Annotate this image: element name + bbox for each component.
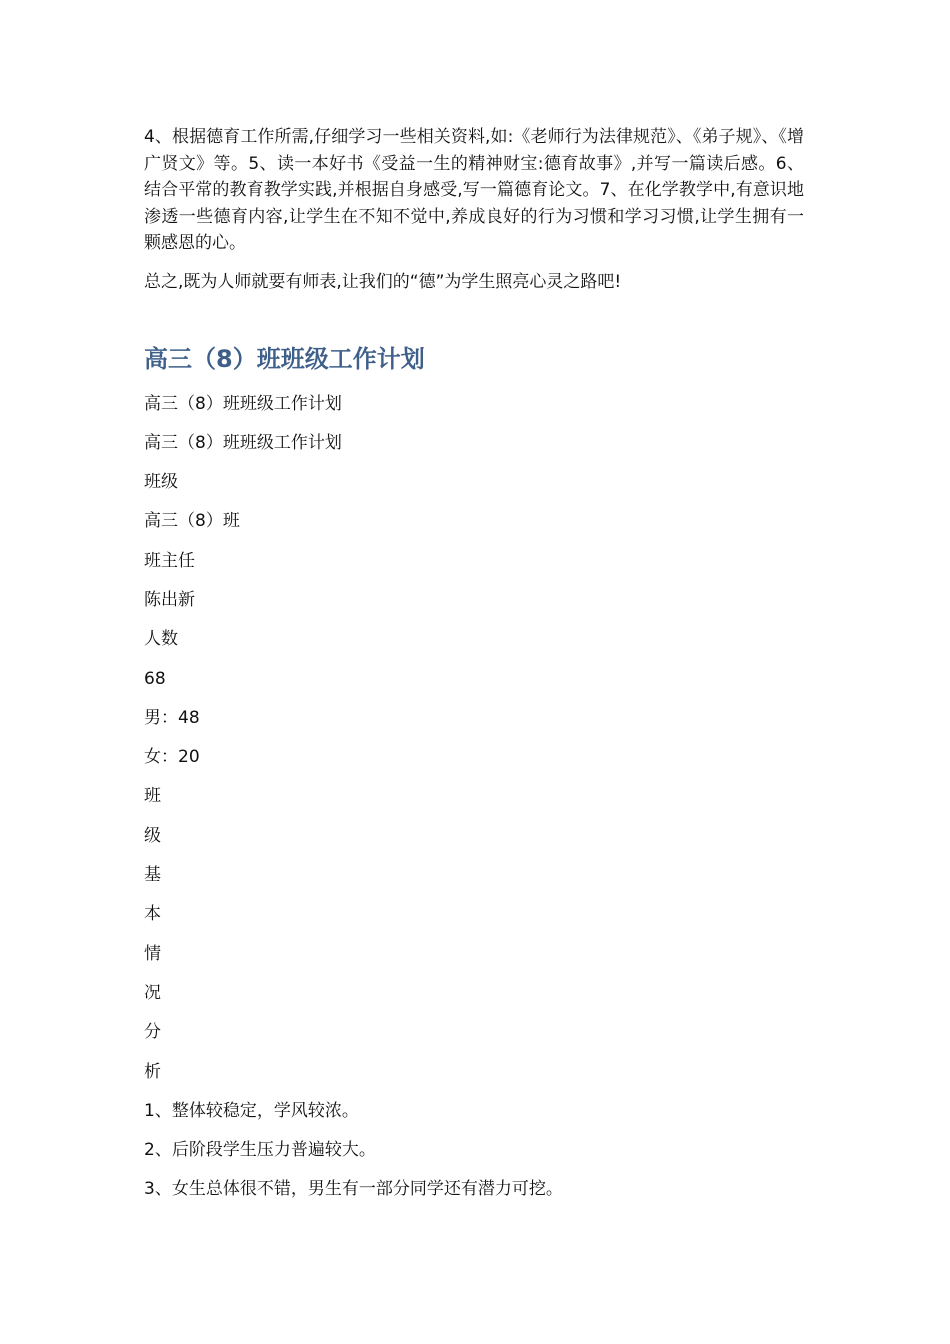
plan-line: 班级 bbox=[144, 472, 178, 493]
plan-line: 况 bbox=[144, 982, 161, 1003]
plan-line: 分 bbox=[144, 1022, 161, 1043]
plan-line: 陈出新 bbox=[144, 589, 195, 610]
plan-line: 68 bbox=[144, 668, 166, 689]
plan-line: 班 bbox=[144, 786, 161, 807]
plan-line: 基 bbox=[144, 865, 161, 886]
plan-line: 1、整体较稳定，学风较浓。 bbox=[144, 1100, 359, 1121]
plan-line: 高三（8）班班级工作计划 bbox=[144, 393, 342, 414]
closing-paragraph: 总之,既为人师就要有师表,让我们的“德”为学生照亮心灵之路吧! bbox=[144, 271, 622, 292]
plan-line: 人数 bbox=[144, 629, 178, 650]
document-page bbox=[144, 124, 804, 1216]
section-heading: 高三（8）班班级工作计划 bbox=[144, 344, 425, 373]
plan-line: 3、女生总体很不错，男生有一部分同学还有潜力可挖。 bbox=[144, 1179, 563, 1200]
plan-line: 情 bbox=[144, 943, 161, 964]
plan-line: 男：48 bbox=[144, 707, 200, 728]
intro-paragraph: 4、根据德育工作所需,仔细学习一些相关资料,如:《老师行为法律规范》、《弟子规》、《增广贤文》等。5、读一本好书《受益一生的精神财宝:德育故事》,并写一篇读后感。6、结合平常的教育教学实践,并根据自身感受,写一篇德育论文。7、在化学教学中,有意识地渗透一些德育内容,让学生在不知不觉中,养成良好的行为习惯和学习习惯,让学生拥有一颗感恩的心。 bbox=[144, 127, 804, 253]
plan-line: 2、后阶段学生压力普遍较大。 bbox=[144, 1140, 376, 1161]
plan-line: 高三（8）班班级工作计划 bbox=[144, 432, 342, 453]
plan-line: 级 bbox=[144, 825, 161, 846]
plan-line: 班主任 bbox=[144, 550, 195, 571]
plan-line: 女：20 bbox=[144, 747, 200, 768]
plan-lines bbox=[144, 391, 804, 1216]
plan-line: 析 bbox=[144, 1061, 161, 1082]
plan-line: 本 bbox=[144, 904, 161, 925]
plan-line: 高三（8）班 bbox=[144, 511, 240, 532]
